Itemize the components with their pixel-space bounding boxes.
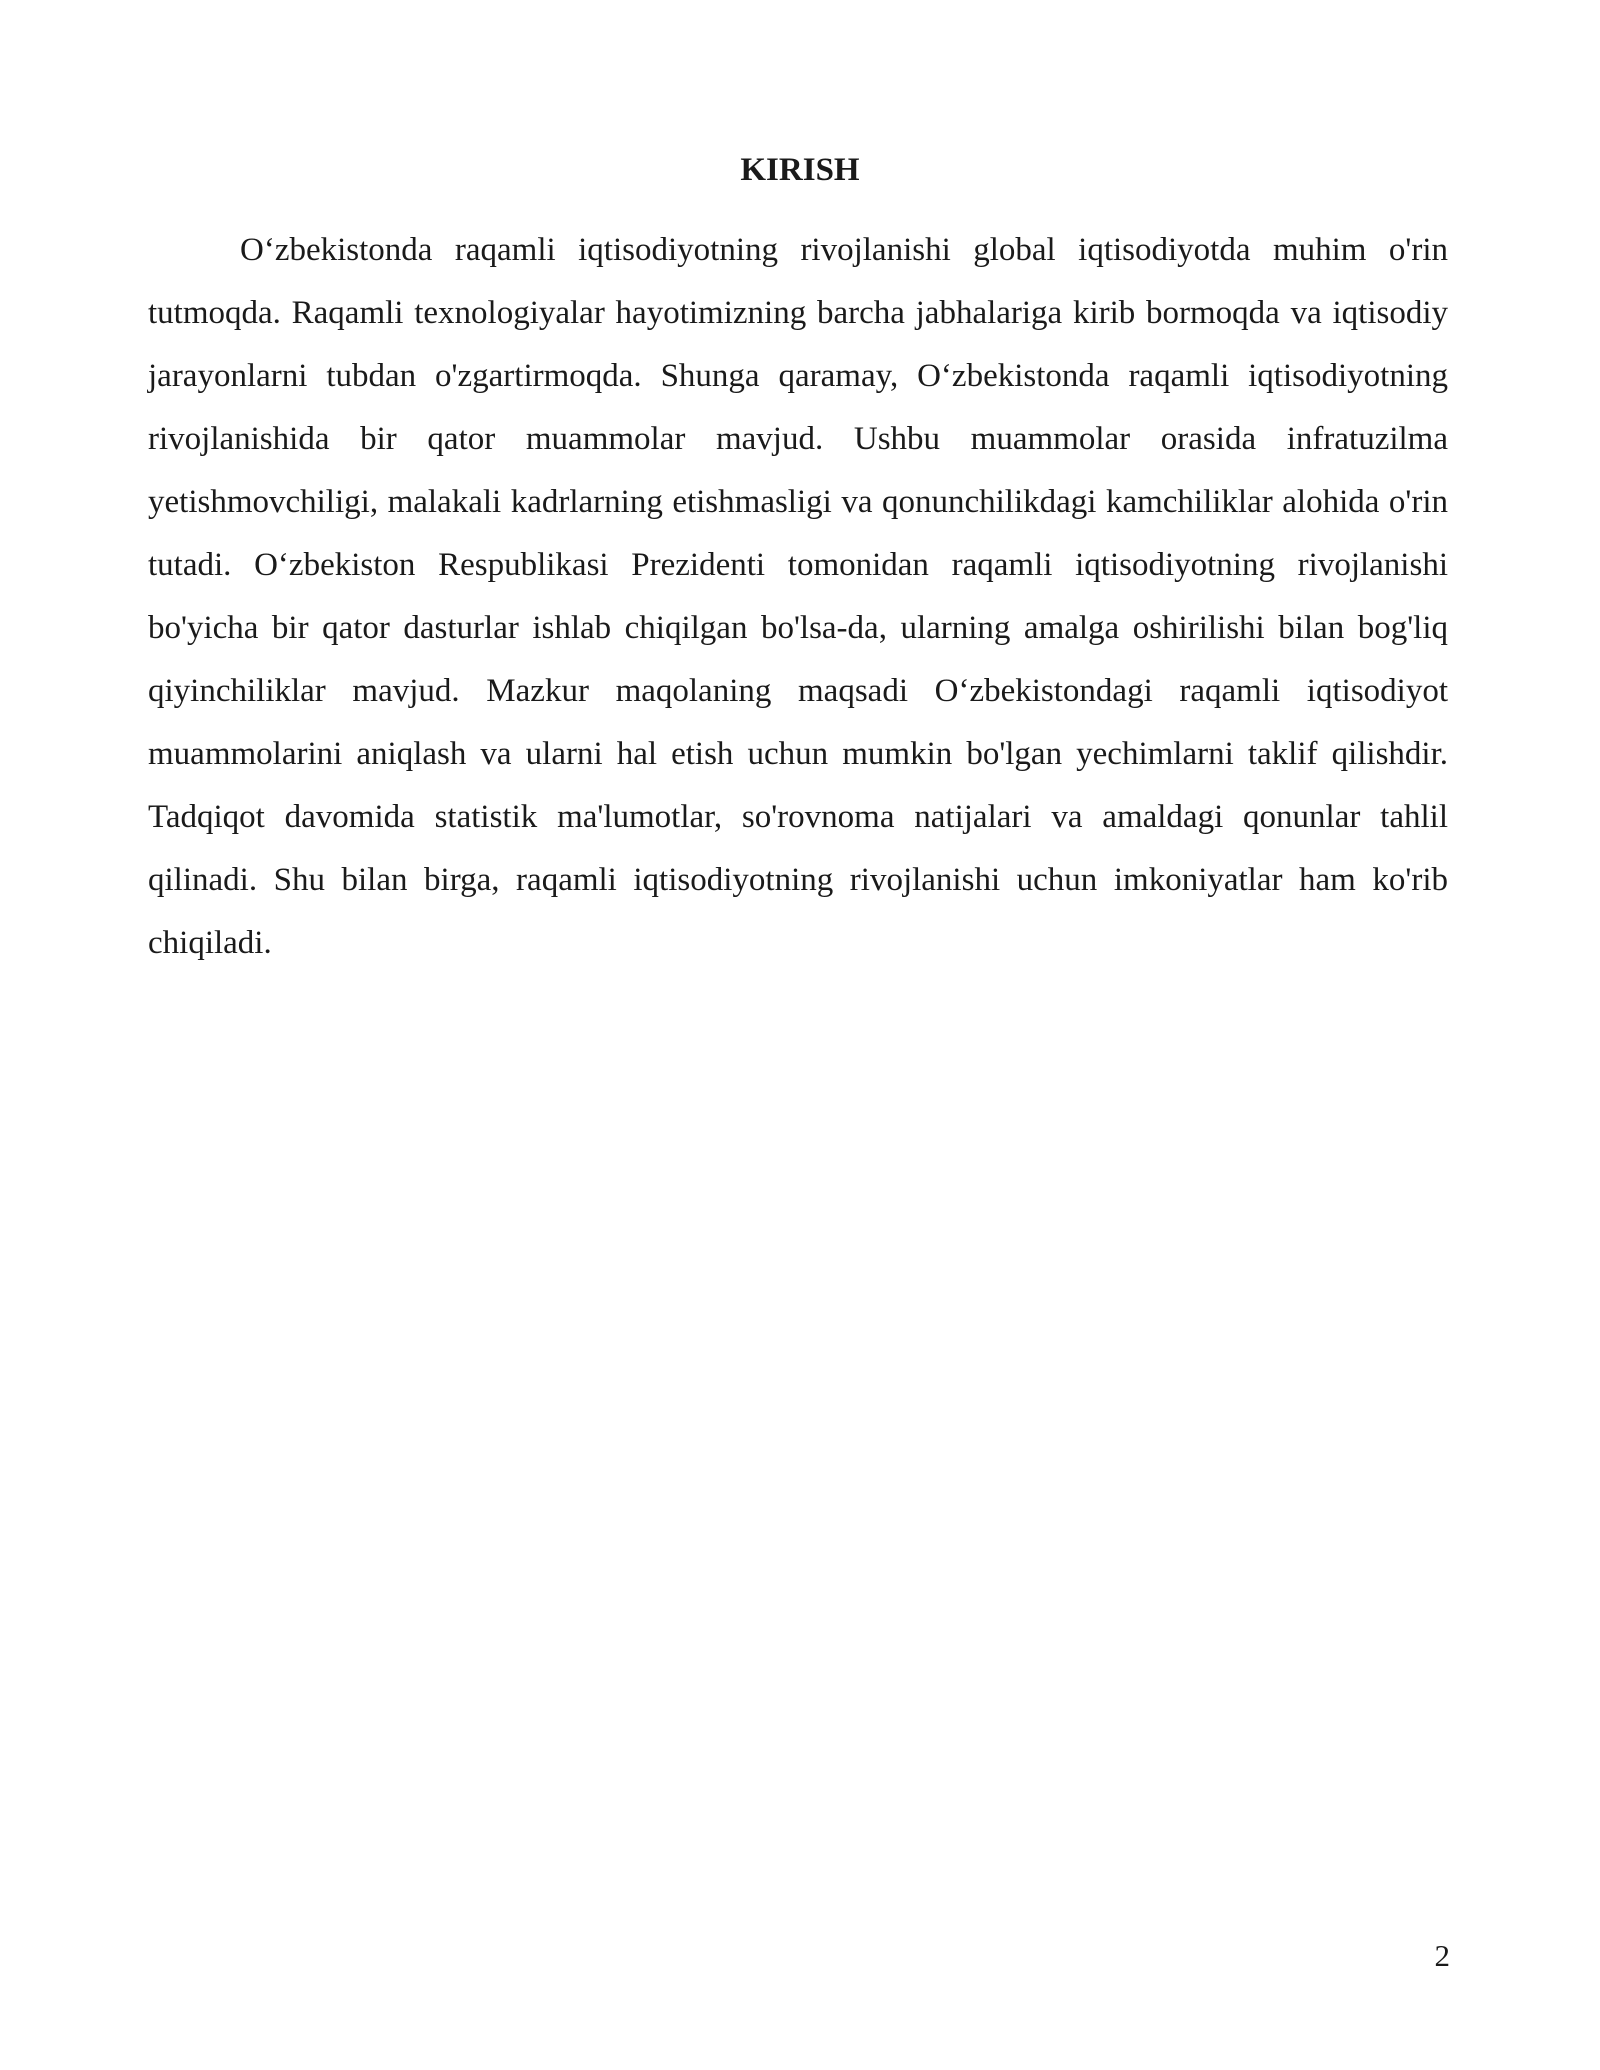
body-paragraph: O‘zbekistonda raqamli iqtisodiyotning rivojlanishi global iqtisodiyotda muhim o'rin tutmoqda. Raqamli texnologiyalar hayotimizning barcha jabhalariga kirib bormoqda va iqtisodiy jarayonlarni tubdan o'zgartirmoqda. Shunga qaramay, O‘zbekistonda raqamli iqtisodiyotning rivojlanishida bir qator muammolar mavjud. Ushbu muammolar orasida infratuzilma yetishmovchiligi, malakali kadrlarning etishmasligi va qonunchilikdagi kamchiliklar alohida o'rin tutadi. O‘zbekiston Respublikasi Prezidenti tomonidan raqamli iqtisodiyotning rivojlanishi bo'yicha bir qator dasturlar ishlab chiqilgan bo'lsa-da, ularning amalga oshirilishi bilan bog'liq qiyinchiliklar mavjud. Mazkur maqolaning maqsadi O‘zbekistondagi raqamli iqtisodiyot muammolarini aniqlash va ularni hal etish uchun mumkin bo'lgan yechimlarni taklif qilishdir. Tadqiqot davomida statistik ma'lumotlar, so'rovnoma natijalari va amaldagi qonunlar tahlil qilinadi. Shu bilan birga, raqamli iqtisodiyotning rivojlanishi uchun imkoniyatlar ham ko'rib chiqiladi. bbox=[148, 232, 1448, 961]
page-number: 2 bbox=[1434, 1938, 1450, 1973]
section-title: KIRISH bbox=[740, 152, 860, 188]
